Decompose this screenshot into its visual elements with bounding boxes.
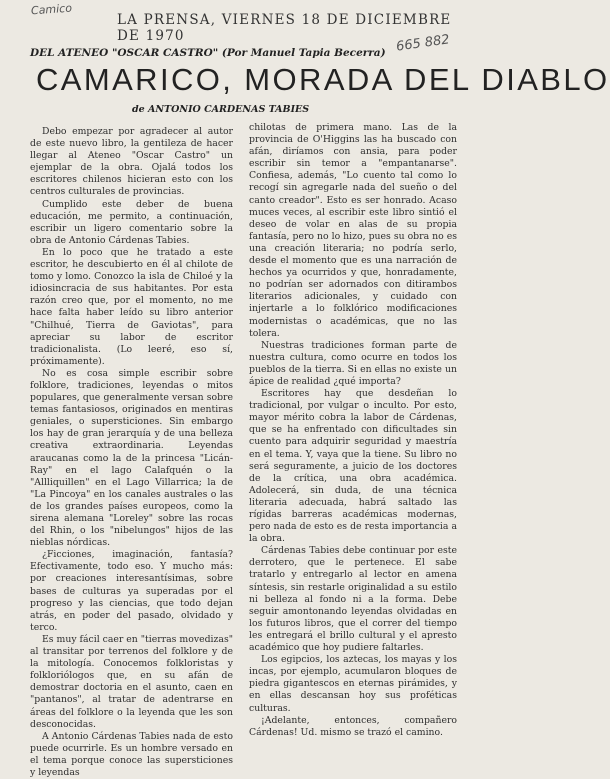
- article-author: de ANTONIO CARDENAS TABIES: [132, 104, 310, 115]
- paragraph: A Antonio Cárdenas Tabies nada de esto puede ocurrirle. Es un hombre versado en el tema porque conoce las supersticiones y leyendas: [30, 730, 233, 778]
- handwritten-note-right: 665 882: [395, 32, 451, 55]
- paragraph: En lo poco que he tratado a este escritor, he descubierto en él al chilote de tomo y lomo. Conozco la isla de Chiloé y la idiosincracia de sus habitantes. Por esta razón creo que, por el momento, no me hace falta haber leído su libro anterior "Chilhué, Tierra de Gaviotas", para apreciar su labor de escritor tradicionalista. (Lo leeré, eso sí, próximamente).: [30, 246, 233, 367]
- handwritten-note-top: Camico: [30, 1, 73, 18]
- paragraph: ¡Adelante, entonces, compañero Cárdenas! Ud. mismo se trazó el camino.: [249, 714, 457, 738]
- paragraph: Debo empezar por agradecer al autor de este nuevo libro, la gentileza de hacer llegar al Ateneo "Oscar Castro" un ejemplar de la obra. Ojalá todos los escritores chilenos hicieran esto con los centros culturales de provincias.: [30, 126, 233, 198]
- paragraph: Cárdenas Tabies debe continuar por este derrotero, que le pertenece. El sabe tratarlo y entregarlo al lector en amena síntesis, sin restarle originalidad a su estilo ni belleza al fondo ni a la forma. Debe seguir amontonando leyendas olvidadas en los futuros libros, que el correr del tiempo les entregará el brillo cultural y el apresto académico que hoy pudiere faltarles.: [249, 545, 457, 654]
- paragraph: ¿Ficciones, imaginación, fantasía? Efectivamente, todo eso. Y mucho más: por creaciones interesantísimas, sobre bases de culturas ya superadas por el progreso y las ciencias, que todo dejan atrás, en poder del pasado, olvidado y terco.: [30, 549, 233, 633]
- paragraph: chilotas de primera mano. Las de la provincia de O'Higgins las ha buscado con afán, diríamos con ansia, para poder escribir sin temor a "empantanarse". Confiesa, además, "Lo cuento tal como lo recogí sin agregarle nada del sueño o del canto creador". Esto es ser honrado. Acaso muces veces, al escribir este libro sintió el deseo de volar en alas de su propia fantasía, pero no lo hizo, pues su obra no es una creación literaria; no podría serlo, desde el momento que es una narración de hechos ya ocurridos y que, honradamente, no podrían ser adornados con ditirambos literarios adicionales, y cuidado con injertarle a lo folklórico modificaciones modernistas o académicas, que no las tolera.: [249, 122, 457, 339]
- article-title: CAMARICO, MORADA DEL DIABLO: [36, 62, 610, 97]
- paragraph: Es muy fácil caer en "tierras movedizas" al transitar por terrenos del folklore y de la mitología. Conocemos folkloristas y folkloriólogos que, en su afán de demostrar doctoria en el asunto, caen en "pantanos", al tratar de adentrarse en áreas del folklore o la leyenda que les son desconocidas.: [30, 633, 233, 730]
- article-column-left: [30, 126, 233, 779]
- paragraph: Cumplido este deber de buena educación, me permito, a continuación, escribir un ligero comentario sobre la obra de Antonio Cárdenas Tabies.: [30, 198, 233, 246]
- paragraph: Escritores hay que desdeñan lo tradicional, por vulgar o inculto. Por esto, mayor mérito cobra la labor de Cárdenas, que se ha enfrentado con dificultades sin cuento para adquirir seguridad y maestría en el tema. Y, vaya que la tiene. Su libro no será seguramente, a juicio de los doctores de la crítica, una obra académica. Adolecerá, sin duda, de una técnica literaria adecuada, habrá saltado las rígidas barreras académicas modernas, pero nada de esto es de resta importancia a la obra.: [249, 388, 457, 545]
- paragraph: No es cosa simple escribir sobre folklore, tradiciones, leyendas o mitos populares, que generalmente versan sobre temas fantasiosos, originados en mentiras geniales, o supersticiones. Sin embargo los hay de gran jerarquía y de una belleza creativa extraordinaria. Leyendas araucanas como la de la princesa "Licán-Ray" en el lago Calafquén o la "Allliquillen" en el Lago Villarrica; la de "La Pincoya" en los canales australes o las de los grandes países europeos, como la sirena alemana "Loreley" sobre las rocas del Rhin, o los "nibelungos" hijos de las nieblas nórdicas.: [30, 367, 233, 549]
- section-subtitle: DEL ATENEO "OSCAR CASTRO" (Por Manuel Tapia Becerra): [30, 47, 386, 59]
- paragraph: Nuestras tradiciones forman parte de nuestra cultura, como ocurre en todos los pueblos de la tierra. Si en ellas no existe un ápice de realidad ¿qué importa?: [249, 339, 457, 387]
- newspaper-header: LA PRENSA, VIERNES 18 DE DICIEMBRE DE 1970: [117, 12, 452, 44]
- article-column-right: [249, 122, 457, 739]
- paragraph: Los egipcios, los aztecas, los mayas y los incas, por ejemplo, acumularon bloques de piedra gigantescos en eternas pirámides, y en ellas descansan hoy sus proféticas culturas.: [249, 654, 457, 714]
